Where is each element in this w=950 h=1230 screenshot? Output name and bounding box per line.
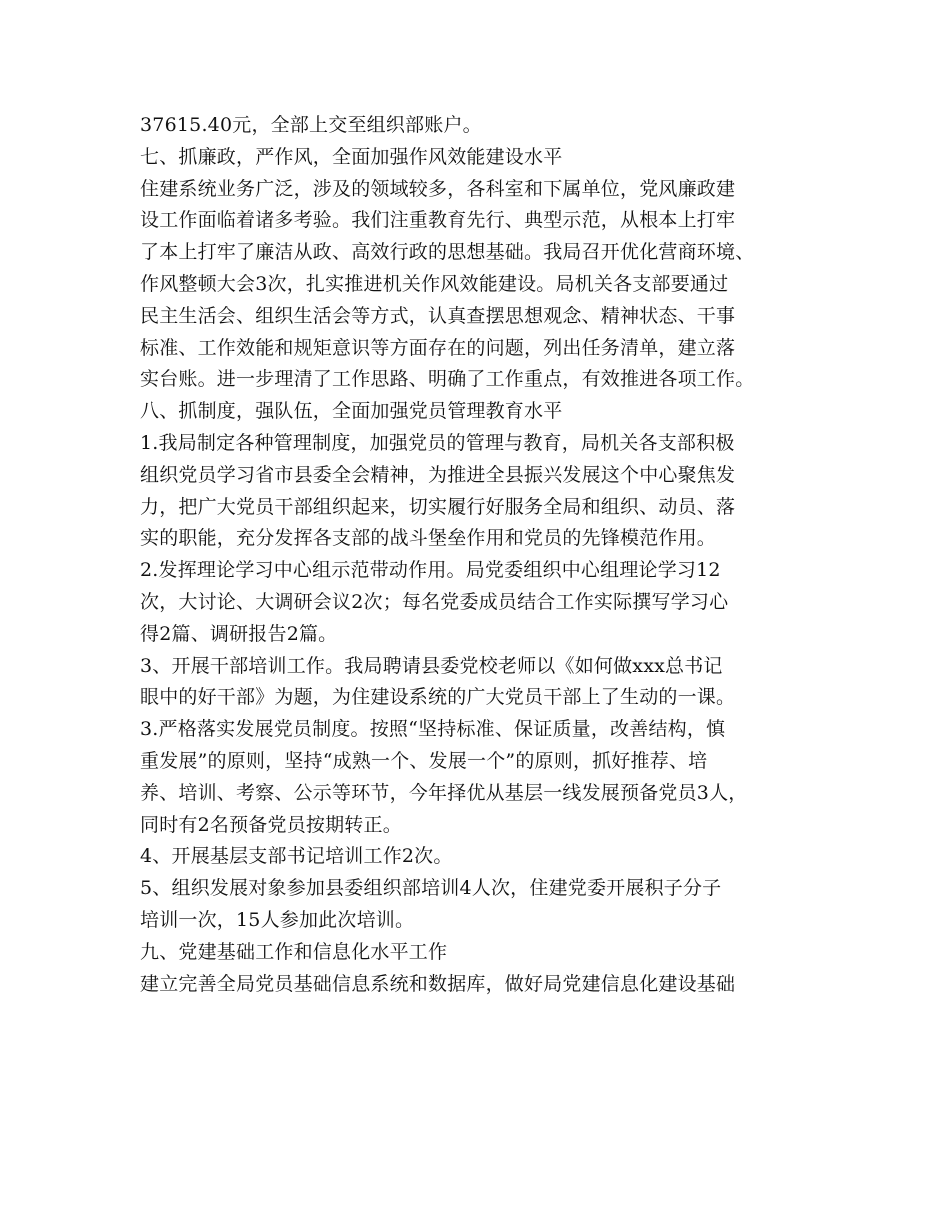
document-page [140, 110, 830, 1000]
text-line: 同时有2名预备党员按期转正。 [140, 813, 402, 836]
text-line: 作风整顿大会3次，扎实推进机关作风效能建设。局机关各支部要通过 [140, 272, 729, 295]
text-line: 5、组织发展对象参加县委组织部培训4人次，住建党委开展积子分子 [140, 877, 722, 900]
text-line: 养、培训、考察、公示等环节，今年择优从基层一线发展预备党员3人， [140, 781, 748, 804]
text-line: 住建系统业务广泛，涉及的领域较多，各科室和下属单位，党风廉政建 [140, 177, 736, 200]
text-line: 设工作面临着诸多考验。我们注重教育先行、典型示范，从根本上打牢 [140, 209, 736, 232]
text-line: 眼中的好干部》为题，为住建设系统的广大党员干部上了生动的一课。 [140, 686, 736, 709]
text-line: 得2篇、调研报告2篇。 [140, 622, 338, 645]
text-line: 建立完善全局党员基础信息系统和数据库，做好局党建信息化建设基础 [140, 972, 736, 995]
text-line: 实的职能，充分发挥各支部的战斗堡垒作用和党员的先锋模范作用。 [140, 527, 717, 550]
text-line: 1.我局制定各种管理制度，加强党员的管理与教育，局机关各支部积极 [140, 431, 735, 454]
section-heading: 九、党建基础工作和信息化水平工作 [140, 940, 448, 963]
text-line: 3、开展干部培训工作。我局聘请县委党校老师以《如何做xxx总书记 [140, 654, 723, 677]
section-heading: 七、抓廉政，严作风，全面加强作风效能建设水平 [140, 145, 563, 168]
section-heading: 八、抓制度，强队伍，全面加强党员管理教育水平 [140, 400, 563, 423]
text-line: 重发展”的原则，坚持“成熟一个、发展一个”的原则，抓好推荐、培 [140, 749, 708, 772]
text-line: 次，大讨论、大调研会议2次；每名党委成员结合工作实际撰写学习心 [140, 590, 729, 613]
text-line: 标准、工作效能和规矩意识等方面存在的问题，列出任务清单，建立落 [140, 336, 736, 359]
text-line: 3.严格落实发展党员制度。按照“坚持标准、保证质量，改善结构，慎 [140, 718, 726, 741]
text-line: 民主生活会、组织生活会等方式，认真查摆思想观念、精神状态、干事 [140, 304, 736, 327]
text-line: 2.发挥理论学习中心组示范带动作用。局党委组织中心组理论学习12 [140, 559, 721, 582]
text-line: 实台账。进一步理清了工作思路、明确了工作重点，有效推进各项工作。 [140, 368, 755, 391]
text-line: 4、开展基层支部书记培训工作2次。 [140, 845, 453, 868]
text-line: 培训一次，15人参加此次培训。 [140, 908, 415, 931]
text-line: 力，把广大党员干部组织起来，切实履行好服务全局和组织、动员、落 [140, 495, 736, 518]
text-line: 37615.40元，全部上交至组织部账户。 [140, 114, 482, 136]
text-line: 了本上打牢了廉洁从政、高效行政的思想基础。我局召开优化营商环境、 [140, 241, 755, 264]
text-line: 组织党员学习省市县委全会精神，为推进全县振兴发展这个中心聚焦发 [140, 463, 736, 486]
